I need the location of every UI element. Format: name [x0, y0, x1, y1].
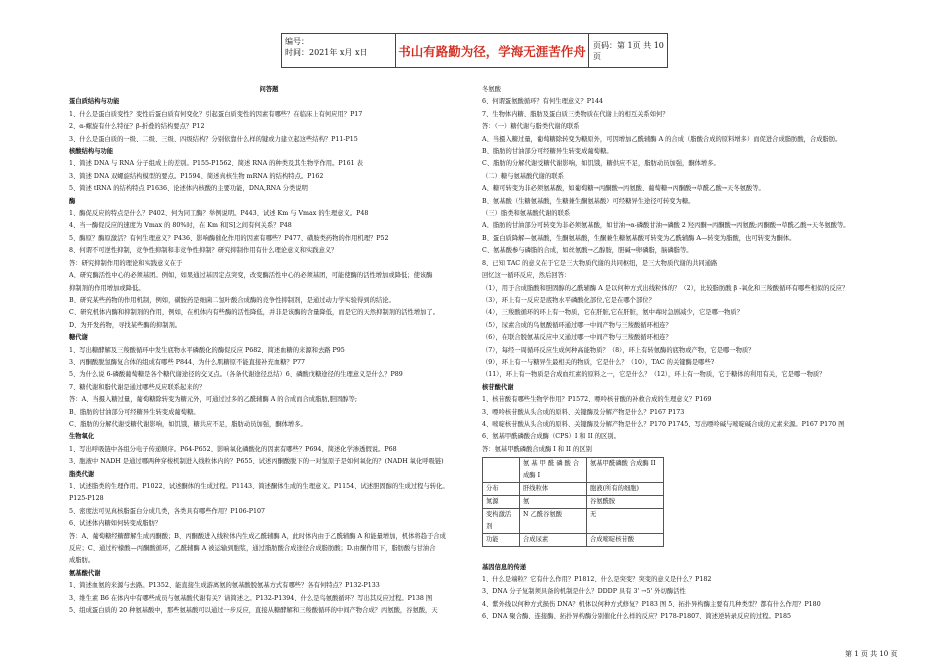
text-line: 3、简述 DNA 双螺旋结构模型的要点。P1594、简述真核生物 mRNA 的结构特点。P162 [69, 172, 324, 180]
text-line: 6、试述体内糖如何转变成脂肪？ [69, 520, 162, 528]
section-heading: 生物氧化 [69, 433, 95, 441]
text-line: 答：氨基甲酰磷酸合成酶 I 和 II 的区别 [482, 445, 592, 453]
text-line: 5、密度法可见真核脂蛋白分成几类，各类具有哪些作用？P106-P107 [69, 507, 266, 515]
page-header [281, 33, 668, 68]
table-cell [483, 458, 520, 483]
text-line: 1、核苷酸有哪些生物学作用？P1572、嘌呤核苷酸的补救合成的生理意义？P169 [482, 396, 712, 404]
text-line: 抑制剂的作用增加或降低。 [69, 284, 145, 292]
text-line: 5、酶原？酶原激活？有何生理意义？P436、影响酶催化作用的因素有哪些？P477、磺胺类药物的作用机理？P52 [69, 234, 389, 242]
text-line: （1），用于合成脂酸和胆固醇的乙酰辅酶 A 是以何种方式出线粒体的？（2），比较脂肪酸 β -氧化和三羧酸循环有哪些相似的反应？ [482, 284, 849, 292]
section-heading: 蛋白质结构与功能 [69, 98, 120, 106]
text-line: （9），环上有一与糖异生最相关的物质，它是什么？（10），TAC 的关键酶是哪些? [482, 358, 715, 366]
section-heading: 基因信息的传递 [482, 563, 527, 571]
text-line: （二）糖与氨基酸代谢的联系 [482, 172, 564, 180]
text-line: （三）脂类和氨基酸代谢的联系 [482, 210, 571, 218]
header-page-info: 页码：第 1页 共 10页 [593, 40, 664, 61]
text-line: 3、DNA 分子复制须具备的机制是什么？DDDP 具有 3' →5' 外切酶活性 [482, 588, 686, 596]
text-line: 3、丙酮酸脱氢酶复合体的组成有哪些 P844、为什么肌糖原不能直接补充血糖？P77 [69, 358, 306, 366]
table-cell: 功能 [483, 534, 520, 547]
table-cell: N 乙酰谷氨酸 [520, 509, 587, 534]
section-heading: 糖代谢 [69, 334, 88, 342]
table-cell: 氨 基 甲 酰 磷 酸 合成酶 I [520, 458, 587, 483]
text-line: （5），尿素合成的鸟氨酸循环通过哪一中间产物与三羧酸循环相连？ [482, 321, 672, 329]
text-line: C、氨基酸参与磷脂的合成，如丝氨酸→乙醇胺，胆碱→卵磷脂，脑磷脂等。 [482, 247, 693, 255]
section-heading: 脂类代谢 [69, 470, 95, 478]
text-line: 5、组成蛋白质的 20 种氨基酸中，那些氨基酸可以通过一步反应，直接从糖酵解和三羧酸循环的中间产物合成？丙氨酸，谷氨酸，天 [69, 607, 438, 615]
text-line: 3、胞液中 NADH 是通过哪两种穿梭机制进入线粒体内的？P655、试述丙酮酸脱下的一对氢原子是如何氧化的？(NADH 氧化呼吸链) [69, 458, 444, 466]
table-cell: 无 [587, 509, 664, 534]
text-line: B、脂肪的甘油部分可经糖异生转变成葡萄糖。 [69, 408, 200, 416]
cps-comparison-table [482, 457, 664, 547]
text-line: A、研究酶活性中心的必须基团。例如，如果通过基因定点突变，改变酶活性中心的必须基团，可能使酶的活性增加或降低；使该酶 [69, 272, 433, 280]
table-cell: 肝线粒体 [520, 483, 587, 496]
header-date: 时间：2021年 x月 x日 [285, 48, 368, 57]
text-line: 答：A、当摄入糖过量，葡萄糖除转变为糖元外，可通过过多的乙酰辅酶 A 的合成而合成脂肪,胆固醇等; [69, 396, 357, 404]
section-heading: 核苷酸代谢 [482, 383, 514, 391]
text-line: 1、什么是蛋白质变性？变性后蛋白质有何变化？引起蛋白质变性的因素有哪些？在临床上有何应用？P17 [69, 110, 363, 118]
text-line: 回忆这一循环反应，然后回答： [482, 272, 571, 280]
document-title: 问答题 [259, 86, 279, 93]
text-line: 7、糖代谢和脂代谢是通过哪些反应联系起来的？ [69, 383, 206, 391]
text-line: （4），三羧酸循环的环上有一物质，它在肝脏,它在肝脏，氨中毒时急剧减少，它是哪一物质？ [482, 309, 744, 317]
text-line: 成脂肪。 [69, 557, 95, 565]
text-line: D、为开发药物，寻找某些酶的抑制剂。 [69, 321, 182, 329]
table-row [483, 458, 664, 483]
spacer [482, 549, 892, 561]
left-column [69, 84, 469, 617]
text-line: 1、简述血氨的来源与去路。P1352、能直接生成游离氨的氨基酸脱氨基方式有哪些？各有何特点？P132-P133 [69, 582, 380, 590]
text-line: （6），在联合脱氨基反应中又通过哪一中间产物与三羧酸循环相连？ [482, 334, 672, 342]
text-line: B、氨基酸（生糖氨基酸，生糖兼生酮氨基酸）可经糖异生途径可转变为糖。 [482, 197, 695, 205]
text-line: 1、酶促反应的特点是什么？P402、何为同工酶？举例说明。P443、试述 Km 与 Vmax 的生理意义。P48 [69, 210, 369, 218]
text-line: 5、简述 tRNA 的结构特点 P1636、论述体内核酸的主要功能，DNA,RNA 分类说明 [69, 185, 308, 193]
text-line: B、蛋白质降解—氨基酸，生酮氨基酸，生酮兼生糖氨基酸可转变为乙酰辅酶 A—转变为脂酸，也可转变为酮体。 [482, 234, 796, 242]
table-cell: 合成嘧啶核苷酸 [587, 534, 664, 547]
table-cell: 氨 [520, 496, 587, 509]
text-line: 2、α-螺旋有什么特征？β-折叠的结构要点？P12 [69, 123, 205, 131]
text-line: 3、嘌呤核苷酸从头合成的原料、关键酶及分解产物是什么？P167 P173 [482, 408, 685, 416]
text-line: 6、DNA 聚合酶、连接酶、拓扑异构酶分别催化什么样的反应？P178-P1807、简述逆转录反应的过程。P185 [482, 613, 791, 621]
text-line: B、研究某些药物的作用机制，例如，磺胺药是细菌二氢叶酸合成酶的竞争性抑制剂，是通过动力学实验得到的结论。 [69, 296, 395, 304]
text-line: 4、当一酶促反应的速度为 Vmax 的 80%时，在 Km 和[S]之间有何关系？P48 [69, 222, 292, 230]
table-row [483, 496, 664, 509]
text-line: 5、为什么说 6-磷酸葡萄糖是各个糖代谢途径的交叉点。（各条代谢途径总结）6、磷酸戊糖途径的生理意义是什么？P89 [69, 371, 403, 379]
table-row [483, 534, 664, 547]
text-line: 7、生物体内糖、脂肪及蛋白质三类物质在代谢上的相互关系如何？ [482, 110, 669, 118]
text-line: C、研究机体内酶和抑制剂的作用，例如，在机体内有些酶的活性降低，并非是该酶的含量降低，而是它的天然抑制剂的活性增加了。 [69, 309, 440, 317]
text-line: 冬氨酸 [482, 86, 501, 93]
table-cell: 胞液(所有的细胞) [587, 483, 664, 496]
table-cell: 合成尿素 [520, 534, 587, 547]
section-heading: 氨基酸代谢 [69, 569, 101, 577]
right-column [482, 84, 892, 624]
text-line: B、脂肪的甘油部分可经糖异生转变成葡萄糖。 [482, 148, 613, 156]
text-line: 6、何谓蛋氨酸循环？有何生理意义？P144 [482, 98, 604, 106]
text-line: 1、写出糖酵解及三羧酸循环中发生底物水平磷酸化的酶促反应 P682、简述血糖的来源和去路 P95 [69, 346, 345, 354]
table-cell: 氨基甲酰磷酸 合成酶 II [587, 458, 664, 483]
text-line: （11），环上有一物质是合成血红素的原料之一，它是什么？（12），环上有一物质，它于糖体的利用有关，它是哪一物质？ [482, 371, 826, 379]
text-line: 1、试述脂类的生理作用。P1022、试述酮体的生成过程。P1143、简述酮体生成的生理意义。P1154、试述胆固醇的生成过程与转化。 [69, 483, 449, 490]
text-line: 1、什么是端粒？它有什么作用？P1812、什么是突变？突变的意义是什么？P182 [482, 575, 712, 583]
text-line: 6、氨基甲酰磷酸合成酶（CPS）I 和 II 的区别。 [482, 433, 620, 441]
text-line: 8、已知 TAC 的意义在于它是三大物质代谢的共同枢纽，是三大物质代谢的共同通路 [482, 259, 718, 267]
section-heading: 酶 [69, 197, 76, 205]
text-line: A、糖可转变为非必须氨基酸，如葡萄糖→丙酮酸→丙氨酸、葡萄糖→丙酮酸→草酰乙酸→天冬氨酸等。 [482, 185, 765, 193]
text-line: 4、嘧啶核苷酸从头合成的原料、关键酶及分解产物是什么？P170 P1745、写出嘌呤碱与嘧啶碱合成的元素来源。P167 P170 图 [482, 420, 845, 428]
text-line: A、脂肪的甘油部分可转变为非必须氨基酸，如甘油→α-磷酸甘油→磷酸 2 羟丙酮→丙酮酸→丙氨酸;丙酮酸→草酰乙酸→天冬氨酸等。 [482, 222, 850, 230]
text-line: 答：A、葡萄糖经糖酵解生成丙酮酸；B、丙酮酸进入线粒体内生成乙酰辅酶 A，此时体内由于乙酰辅酶 A 和能量增加，机体将趋于合成 [69, 532, 446, 540]
header-slogan: 书山有路勤为径，学海无涯苦作舟 [396, 34, 589, 67]
table-cell: 变构激活剂 [483, 509, 520, 534]
header-meta [282, 34, 396, 67]
page-footer: 第 1 页 共 10 页 [845, 650, 898, 658]
table-cell: 分布 [483, 483, 520, 496]
text-line: 答：（一）糖代谢与脂类代谢的联系 [482, 123, 580, 131]
table-cell: 谷氨酰胺 [587, 496, 664, 509]
table-cell: 氮源 [483, 496, 520, 509]
header-number-label: 编号： [285, 37, 309, 46]
table-row [483, 509, 664, 534]
text-line: A、当摄入糖过量，葡萄糖除转变为糖原外，可因增加乙酰辅酶 A 的合成（脂酸合成的原料增多）而促进合成脂肪酸，合成脂肪。 [482, 135, 842, 143]
text-line: 3、维生素 B6 在体内中有哪些成员与氨基酸代谢有关？请简述之。P132-P1394、什么是鸟氨酸循环？写出其反应过程。P138 图 [69, 594, 433, 602]
table-row [483, 483, 664, 496]
text-line: 4、紫外线以何种方式损伤 DNA？机体以何种方式修复？P183 图 5、拓扑异构酶主要有几种类型？都有什么作用？P180 [482, 600, 821, 608]
text-line: C、脂肪的分解代谢受糖代谢影响，如饥饿，糖共应不足，脂肪动员加强，酮体增多。 [69, 420, 307, 428]
text-line: （3），环上有一反应是底物水平磷酸化部位,它是在哪个部位？ [482, 296, 655, 304]
text-line: （7），每经一周循环反应生成何种高能物质？（8），环上有转氨酶的底物或产物，它是哪一物质？ [482, 346, 755, 354]
section-heading: 核酸结构与功能 [69, 148, 114, 156]
text-line: 答：研究抑制作用的理论和实践意义在于 [69, 259, 183, 267]
text-line: C、脂肪的分解代谢受糖代谢影响，如饥饿，糖供应不足，脂肪动员加强，酮体增多。 [482, 160, 720, 168]
text-line: 8、何谓不可逆性抑制，竞争性抑制和非竞争性抑制？研究抑制作用有什么理论意义和实践意义？ [69, 247, 338, 255]
text-line: 反应；C、通过柠檬酸—丙酮酸循环，乙酰辅酶 A 被运输到胞浆，通过脂肪酸合成途径合成脂肪酸；D.由酮作用下，脂肪酸与甘油合 [69, 545, 436, 553]
text-line: 1、简述 DNA 与 RNA 分子组成上的差别。P155-P1562、简述 RNA 的种类及其生物学作用。P161 表 [69, 160, 363, 168]
text-line: 3、什么是蛋白质的一级、二级、三级、四级结构？分别依靠什么样的键或力建立起这些结构？P11-P15 [69, 135, 358, 143]
text-line: 1、写出呼吸链中各组分电子传递顺序。P64-P652、影响氧化磷酸化的因素有哪些？P694、简述化学渗透假说。P68 [69, 445, 397, 453]
text-line: P125-P128 [69, 495, 104, 503]
